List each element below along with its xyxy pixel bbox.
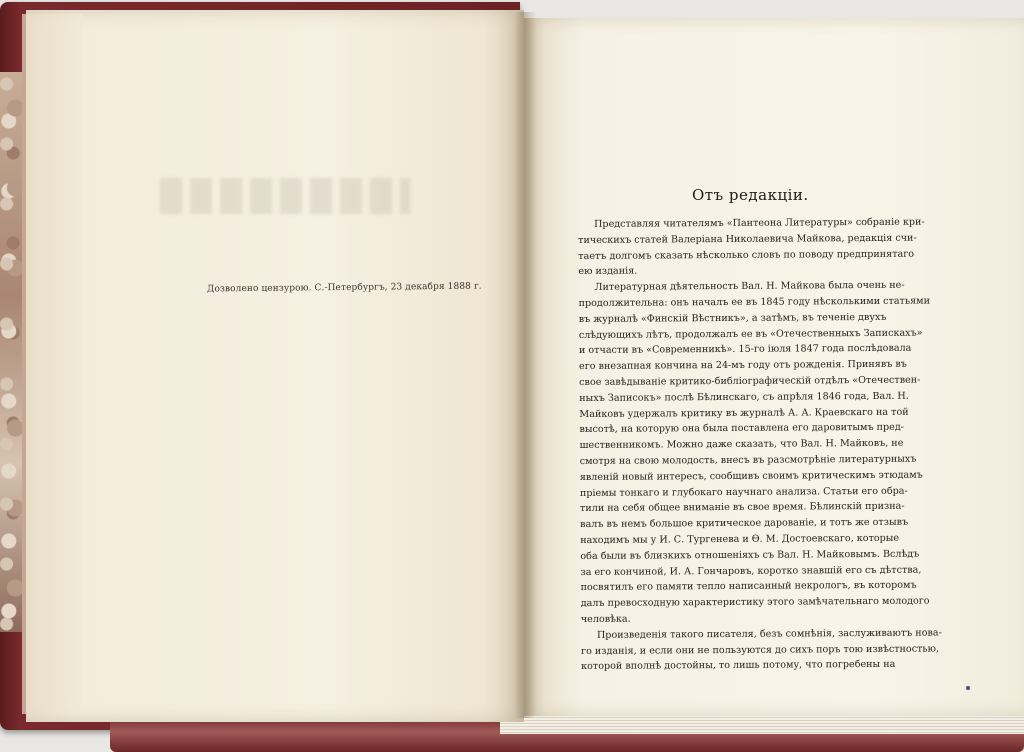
text-line: слѣдующихъ лѣтъ, продолжалъ ее въ «Отечественныхъ Запискахъ» xyxy=(578,327,923,341)
text-line: человѣка. xyxy=(580,613,631,625)
text-line: посвятилъ его памяти тепло написанный некрологъ, въ которомъ xyxy=(580,579,917,594)
text-line: его внезапная кончина на 24-мъ году отъ рожденія. Принявъ въ xyxy=(579,358,907,373)
page-heading: Отъ редакціи. xyxy=(692,186,809,204)
text-line: далъ превосходную характеристику этого замѣчательнаго молодого xyxy=(580,595,930,610)
censorship-note: Дозволено цензурою. С.-Петербургъ, 23 декабря 1888 г. xyxy=(206,281,482,295)
text-line: смотря на свою молодость, внесъ въ разсмотрѣніе литературныхъ xyxy=(579,453,917,467)
left-page xyxy=(26,10,524,722)
book-gutter xyxy=(514,12,536,718)
text-line: шественникомъ. Можно даже сказать, что Вал. Н. Майковъ, не xyxy=(579,437,904,452)
text-line: и отчасти въ «Современникѣ». 15-го іюля 1847 года послѣдовала xyxy=(578,343,912,357)
text-line: тили на себя общее вниманіе въ свое время. Бѣлинскій призна- xyxy=(579,501,905,515)
text-line: высотѣ, на которую она была поставлена его даровитымъ пред- xyxy=(579,422,905,436)
text-line: въ журналѣ «Финскій Вѣстникъ», а затѣмъ, въ теченіе двухъ xyxy=(578,311,887,325)
text-line: продолжительна: онъ началъ ее въ 1845 году нѣсколькими статьями xyxy=(578,295,931,309)
text-line: го изданія, и если они не пользуются до сихъ поръ тою извѣстностью, xyxy=(580,643,940,657)
text-line: пріемы тонкаго и глубокаго научнаго анализа. Статьи его обра- xyxy=(579,485,908,499)
text-line: ныхъ Записокъ» послѣ Бѣлинскаго, съ апрѣля 1846 года, Вал. Н. xyxy=(579,390,909,404)
text-line: находимъ мы у И. С. Тургенева и Ѳ. М. Достоевскаго, которые xyxy=(580,532,900,546)
marbled-edge xyxy=(0,72,22,632)
text-line: Произведенія такого писателя, безъ сомнѣнія, заслуживаютъ нова- xyxy=(596,627,942,641)
text-line: тическихъ статей Валеріана Николаевича Майкова, редакція счи- xyxy=(578,232,917,246)
text-line: свое завѣдываніе критико-библіографическій отдѣлъ «Отечествен- xyxy=(579,374,921,388)
body-text xyxy=(578,214,961,675)
left-page-flyleaf xyxy=(22,14,82,714)
text-line: валъ въ немъ большое критическое дарованіе, и тотъ же отзывъ xyxy=(580,516,909,531)
show-through-text xyxy=(160,178,410,214)
text-line: Представляя читателямъ «Пантеона Литературы» собраніе кри- xyxy=(594,216,925,230)
text-line: явленій новый интересъ, сообщивъ своимъ критическимъ этюдамъ xyxy=(579,469,923,483)
text-line: Литературная дѣятельность Вал. Н. Майкова была очень не- xyxy=(594,279,905,294)
text-line: таетъ долгомъ сказать нѣсколько словъ по поводу предпринятаго xyxy=(578,248,915,262)
text-line: оба были въ близкихъ отношеніяхъ съ Вал. Н. Майковымъ. Вслѣдъ xyxy=(580,548,920,562)
text-line: ею изданія. xyxy=(578,265,638,278)
text-line: за его кончиной, И. А. Гончаровъ, коротко знавшій его съ дѣтства, xyxy=(580,564,922,578)
text-line: Майковъ удержалъ критику въ журналѣ А. А. Краевскаго на той xyxy=(579,406,909,420)
text-line: которой вполнѣ достойны, то лишь потому, что погребены на xyxy=(581,659,896,673)
ink-mark xyxy=(966,686,970,690)
